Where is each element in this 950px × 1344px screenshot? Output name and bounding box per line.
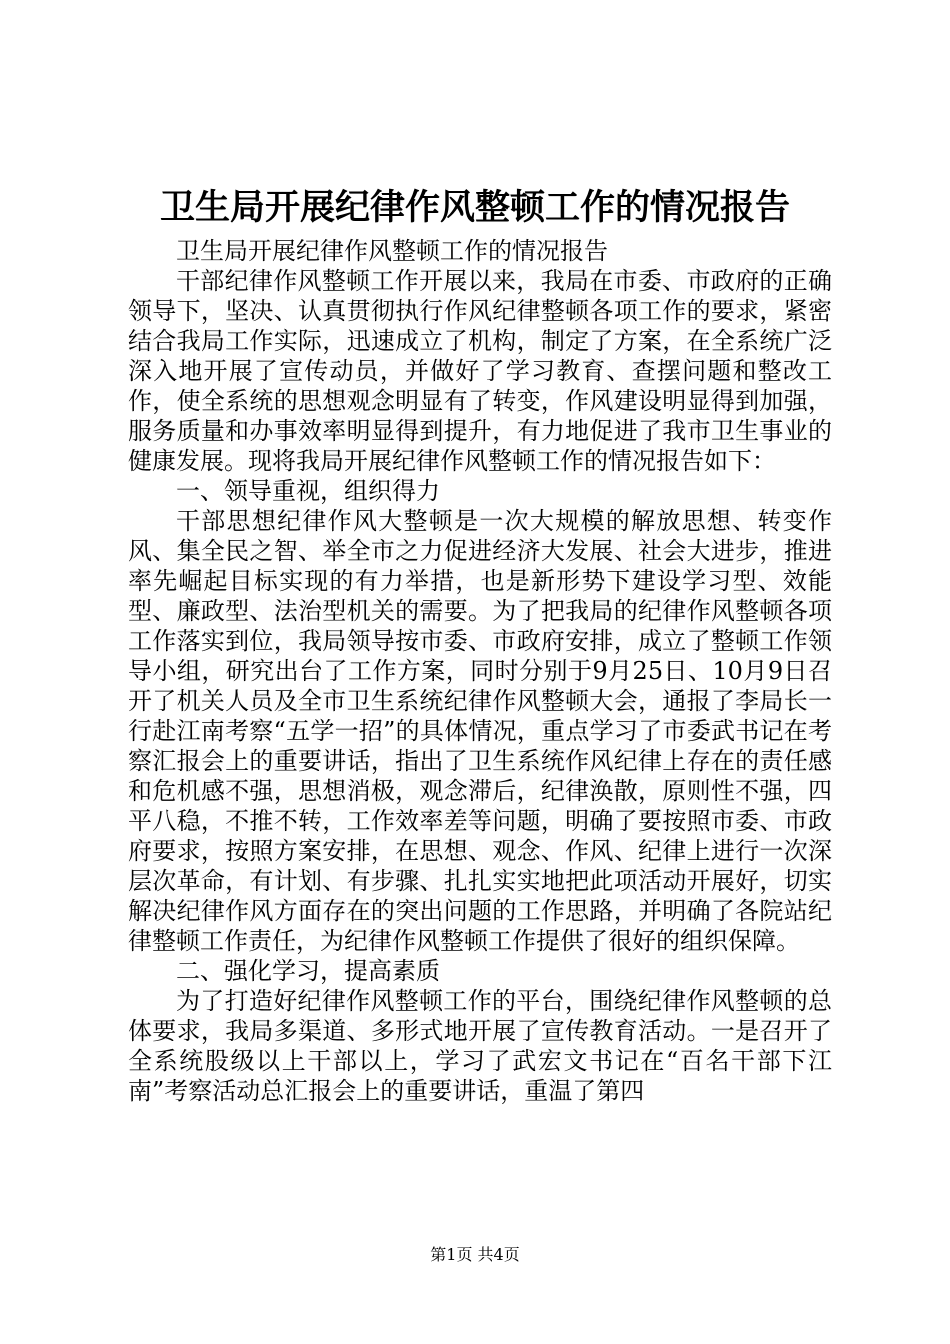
paragraph-subtitle: 卫生局开展纪律作风整顿工作的情况报告 (176, 237, 608, 265)
page-footer: 第1页 共4页 (430, 1245, 520, 1264)
document-body (128, 236, 832, 1106)
paragraph-section-2: 为了打造好纪律作风整顿工作的平台，围绕纪律作风整顿的总体要求，我局多渠道、多形式地开展了宣传教育活动。一是召开了全系统股级以上干部以上，学习了武宏文书记在“百名干部下江南”考察活动总汇报会上的重要讲话，重温了第四 (128, 987, 832, 1105)
document-title: 卫生局开展纪律作风整顿工作的情况报告 (159, 187, 790, 228)
section-heading-1: 一、领导重视，组织得力 (176, 477, 440, 505)
paragraph-intro: 干部纪律作风整顿工作开展以来，我局在市委、市政府的正确领导下，坚决、认真贯彻执行作风纪律整顿各项工作的要求，紧密结合我局工作实际，迅速成立了机构，制定了方案，在全系统广泛深入地开展了宣传动员，并做好了学习教育、查摆问题和整改工作，使全系统的思想观念明显有了转变，作风建设明显得到加强，服务质量和办事效率明显得到提升，有力地促进了我市卫生事业的健康发展。现将我局开展纪律作风整顿工作的情况报告如下： (128, 267, 832, 475)
paragraph-section-1: 干部思想纪律作风大整顿是一次大规模的解放思想、转变作风、集全民之智、举全市之力促进经济大发展、社会大进步，推进率先崛起目标实现的有力举措，也是新形势下建设学习型、效能型、廉政型、法治型机关的需要。为了把我局的纪律作风整顿各项工作落实到位，我局领导按市委、市政府安排，成立了整顿工作领导小组，研究出台了工作方案，同时分别于9月25日、10月9日召开了机关人员及全市卫生系统纪律作风整顿大会，通报了李局长一行赴江南考察“五学一招”的具体情况，重点学习了市委武书记在考察汇报会上的重要讲话，指出了卫生系统作风纪律上存在的责任感和危机感不强，思想消极，观念滞后，纪律涣散，原则性不强，四平八稳，不推不转，工作效率差等问题，明确了要按照市委、市政府要求，按照方案安排，在思想、观念、作风、纪律上进行一次深层次革命，有计划、有步骤、扎扎实实地把此项活动开展好，切实解决纪律作风方面存在的突出问题的工作思路，并明确了各院站纪律整顿工作责任，为纪律作风整顿工作提供了很好的组织保障。 (128, 507, 832, 955)
section-heading-2: 二、强化学习，提高素质 (176, 957, 440, 985)
